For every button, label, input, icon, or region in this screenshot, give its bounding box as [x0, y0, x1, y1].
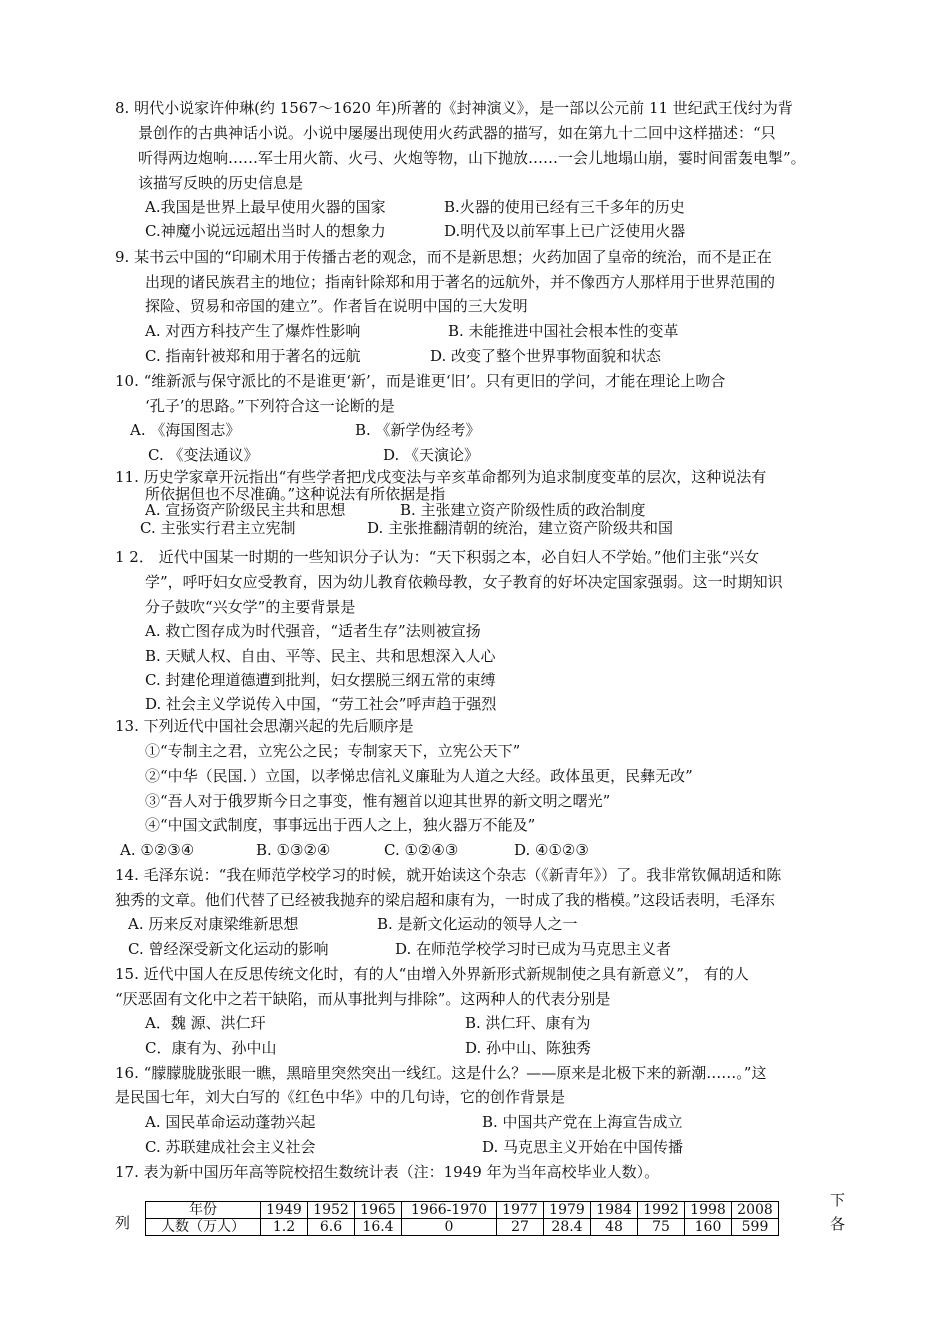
table-cell-count: 0	[402, 1219, 497, 1236]
q14-option-a: A. 历来反对康梁维新思想	[128, 915, 299, 933]
q14-option-d: D. 在师范学校学习时已成为马克思主义者	[395, 940, 672, 958]
q15-option-c: C．康有为、孙中山	[145, 1039, 277, 1057]
q9-option-a: A. 对西方科技产生了爆炸性影响	[145, 322, 361, 340]
q16-line-2: 是民国七年，刘大白写的《红色中华》中的几句诗，它的创作背景是	[115, 1088, 566, 1106]
q11-line-2: 所依据但也不尽准确。”这种说法有所依据是指	[145, 485, 446, 503]
q14-line-1: 14. 毛泽东说：“我在师范学校学习的时候，就开始读这个杂志（《新青年》）了。我非常钦佩胡适和陈	[115, 866, 782, 884]
q9-line-2: 出现的诸民族君主的地位；指南针除郑和用于著名的远航外，并不像西方人那样用于世界范围的	[145, 273, 776, 291]
table-cell-year: 1992	[638, 1202, 685, 1219]
q9-line-1: 9. 某书云中国的“印刷术用于传播古老的观念，而不是新思想；火药加固了皇帝的统治，而不是正在	[115, 248, 772, 266]
q11-option-a: A. 宣扬资产阶级民主共和思想	[145, 501, 346, 519]
table-cell-year: 1984	[591, 1202, 638, 1219]
q10-line-2: ‘孔子’的思路。”下列符合这一论断的是	[145, 397, 395, 415]
q8-option-d: D.明代及以前军事上已广泛使用火器	[444, 222, 686, 240]
q15-line-1: 15. 近代中国人在反思传统文化时，有的人“由增入外界新形式新规制使之具有新意义”， 有的人	[115, 965, 749, 983]
q10-option-c: C. 《变法通议》	[148, 446, 259, 464]
q13-option-b: B. ①③②④	[256, 841, 331, 859]
q15-option-a: A．魏 源、洪仁玕	[145, 1014, 266, 1032]
q13-item-1: ①“专制主之君，立宪公之民；专制家天下，立宪公天下”	[145, 742, 521, 760]
q15-option-d: D. 孙中山、陈独秀	[465, 1039, 592, 1057]
table-cell-year: 1979	[544, 1202, 591, 1219]
q11-option-d: D. 主张推翻清朝的统治，建立资产阶级共和国	[367, 519, 674, 537]
q17-line: 17. 表为新中国历年高等院校招生数统计表（注：1949 年为当年高校毕业人数）。	[115, 1163, 660, 1181]
q16-option-d: D. 马克思主义开始在中国传播	[482, 1138, 684, 1156]
q12-option-a: A. 救亡图存成为时代强音，“适者生存”法则被宣扬	[145, 622, 481, 640]
q8-line-4: 该描写反映的历史信息是	[138, 174, 304, 192]
q15-line-2: “厌恶固有文化中之若干缺陷，而从事批判与排除”。这两种人的代表分别是	[115, 990, 611, 1008]
q12-line-1: 1 2． 近代中国某一时期的一些知识分子认为：“天下积弱之本，必自妇人不学始。”他们主张“兴女	[115, 548, 760, 566]
table-cell-year: 1949	[261, 1202, 308, 1219]
table-cell-year: 1977	[497, 1202, 544, 1219]
q12-line-2: 学”，呼吁妇女应受教育，因为幼儿教育依赖母教，女子教育的好坏决定国家强弱。这一时期知识	[145, 573, 783, 591]
q9-option-d: D. 改变了整个世界事物面貌和状态	[430, 347, 662, 365]
table-header-year: 年份	[146, 1202, 261, 1219]
q13-line-1: 13. 下列近代中国社会思潮兴起的先后顺序是	[115, 717, 414, 735]
q13-item-3: ③“吾人对于俄罗斯今日之事变，惟有翘首以迎其世界的新文明之曙光”	[145, 792, 611, 810]
table-cell-year: 1965	[355, 1202, 402, 1219]
q12-option-b: B. 天赋人权、自由、平等、民主、共和思想深入人心	[145, 647, 496, 665]
q8-line-3: 听得两边炮响……军士用火箭、火弓、火炮等物，山下抛放……一会儿地塌山崩，霎时间雷轰电掣”。	[138, 149, 806, 167]
q13-item-4: ④“中国文武制度，事事远出于西人之上，独火器万不能及”	[145, 816, 536, 834]
table-cell-year: 1998	[685, 1202, 732, 1219]
q9-line-3: 探险、贸易和帝国的建立”。作者旨在说明中国的三大发明	[145, 297, 528, 315]
q8-option-b: B.火器的使用已经有三千多年的历史	[444, 198, 685, 216]
table-cell-count: 48	[591, 1219, 638, 1236]
table-cell-count: 599	[732, 1219, 779, 1236]
q10-line-1: 10. “维新派与保守派比的不是谁更‘新’，而是谁更‘旧’。只有更旧的学问，才能在理论上吻合	[115, 372, 726, 390]
q16-option-a: A. 国民革命运动蓬勃兴起	[145, 1113, 316, 1131]
q13-option-c: C. ①②④③	[384, 841, 459, 859]
q12-option-d: D. 社会主义学说传入中国，“劳工社会”呼声趋于强烈	[145, 695, 497, 713]
q16-option-b: B. 中国共产党在上海宣告成立	[482, 1113, 683, 1131]
q17-side-left: 列	[115, 1214, 131, 1232]
q13-option-a: A. ①②③④	[120, 841, 195, 859]
q8-line-1: 8. 明代小说家许仲琳(约 1567～1620 年)所著的《封神演义》，是一部以公元前 11 世纪武王伐纣为背	[115, 99, 793, 117]
q17-side-right-top: 下	[830, 1191, 846, 1209]
q9-option-b: B. 未能推进中国社会根本性的变革	[448, 322, 679, 340]
table-cell-year: 2008	[732, 1202, 779, 1219]
table-cell-count: 75	[638, 1219, 685, 1236]
table-row-years	[146, 1202, 779, 1219]
q11-option-b: B. 主张建立资产阶级性质的政治制度	[400, 501, 646, 519]
table-cell-count: 160	[685, 1219, 732, 1236]
q16-option-c: C. 苏联建成社会主义社会	[145, 1138, 316, 1156]
q10-option-a: A. 《海国图志》	[130, 421, 241, 439]
enrollment-table	[145, 1201, 779, 1236]
q8-option-c: C.神魔小说远远超出当时人的想象力	[145, 222, 386, 240]
table-cell-count: 6.6	[308, 1219, 355, 1236]
table-cell-count: 27	[497, 1219, 544, 1236]
q8-line-2: 景创作的古典神话小说。小说中屡屡出现使用火药武器的描写，如在第九十二回中这样描述：“只	[138, 124, 776, 142]
q10-option-b: B. 《新学伪经考》	[355, 421, 481, 439]
q11-option-c: C. 主张实行君主立宪制	[140, 519, 296, 537]
table-cell-count: 28.4	[544, 1219, 591, 1236]
q12-option-c: C. 封建伦理道德遭到批判，妇女摆脱三纲五常的束缚	[145, 671, 496, 689]
q13-option-d: D. ④①②③	[514, 841, 589, 859]
q16-line-1: 16. “朦朦胧胧张眼一瞧，黑暗里突然突出一线红。这是什么？——原来是北极下来的新潮……。”这	[115, 1064, 767, 1082]
q17-side-right-bottom: 各	[830, 1215, 846, 1233]
table-cell-count: 16.4	[355, 1219, 402, 1236]
q14-line-2: 独秀的文章。他们代替了已经被我抛弃的梁启超和康有为，一时成了我的楷模。”这段话表明，毛泽东	[115, 891, 776, 909]
q8-option-a: A.我国是世界上最早使用火器的国家	[145, 198, 386, 216]
q12-line-3: 分子鼓吹“兴女学”的主要背景是	[145, 598, 356, 616]
q11-line-1: 11. 历史学家章开沅指出“有些学者把戊戌变法与辛亥革命都列为追求制度变革的层次，这种说法有	[115, 468, 767, 486]
table-header-count: 人数（万人）	[146, 1219, 261, 1236]
q9-option-c: C. 指南针被郑和用于著名的远航	[145, 347, 361, 365]
q14-option-b: B. 是新文化运动的领导人之一	[377, 915, 578, 933]
table-cell-year: 1952	[308, 1202, 355, 1219]
q13-item-2: ②“中华（民国．）立国，以孝悌忠信礼义廉耻为人道之大经。政体虽更，民彝无改”	[145, 767, 693, 785]
table-row-counts	[146, 1219, 779, 1236]
q14-option-c: C. 曾经深受新文化运动的影响	[128, 940, 329, 958]
q10-option-d: D. 《天演论》	[383, 446, 480, 464]
table-cell-year: 1966-1970	[402, 1202, 497, 1219]
q15-option-b: B. 洪仁玕、康有为	[465, 1014, 591, 1032]
table-cell-count: 1.2	[261, 1219, 308, 1236]
